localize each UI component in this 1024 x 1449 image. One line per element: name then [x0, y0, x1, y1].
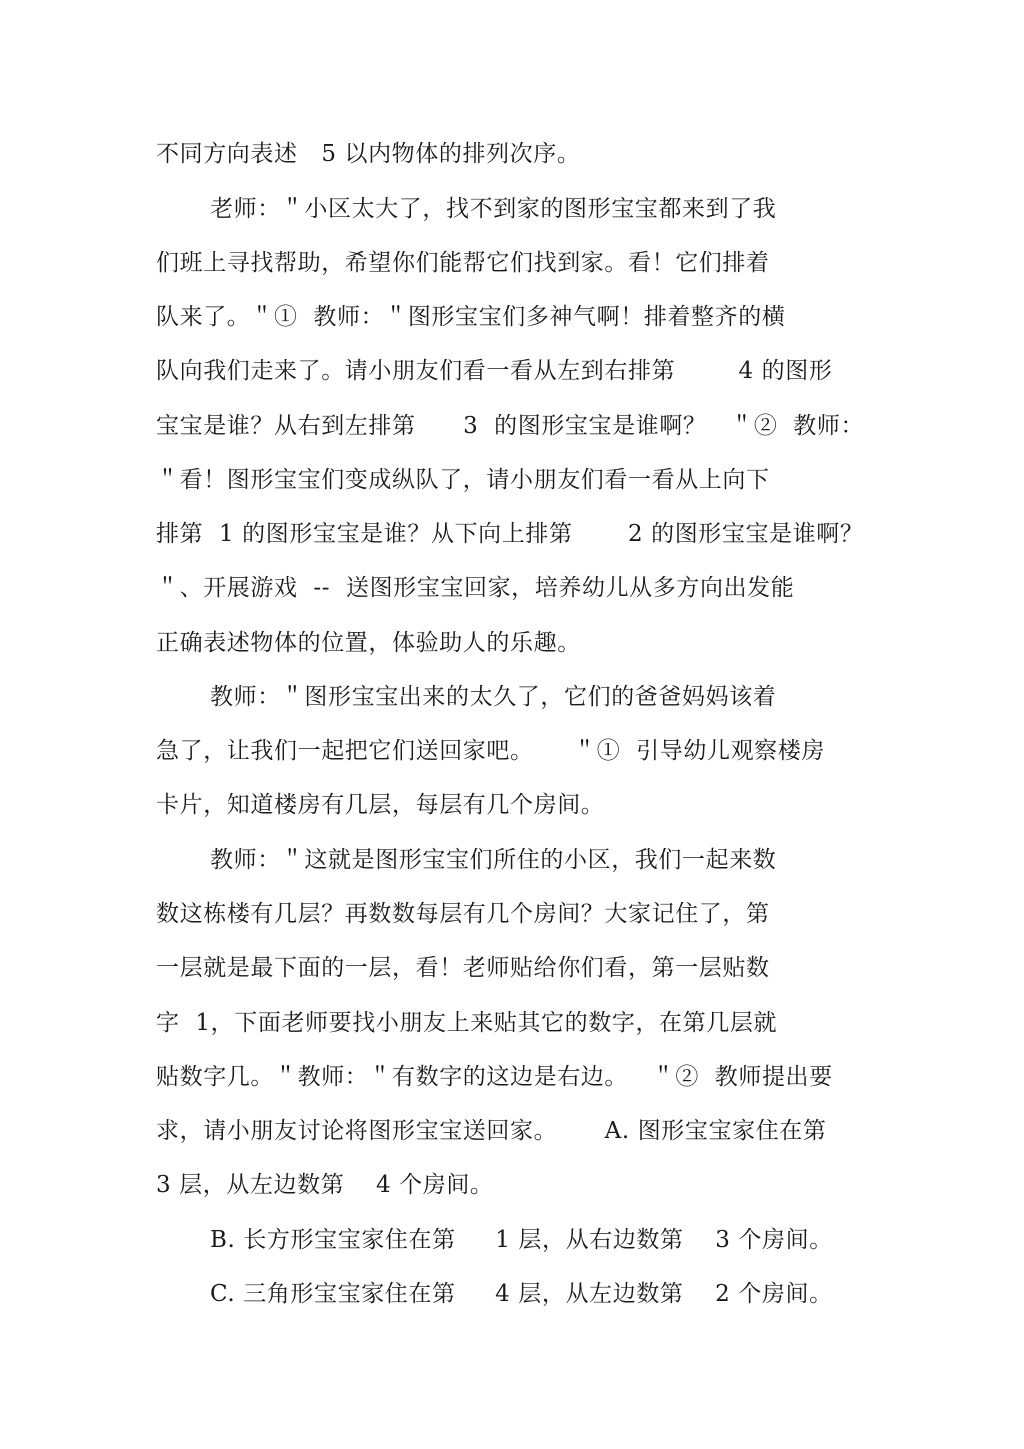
- text-line: 3 层，从左边数第 4 个房间。: [156, 1172, 494, 1198]
- text-line: 教师：＂图形宝宝出来的太久了，它们的爸爸妈妈该着: [210, 684, 777, 710]
- text-line: 急了，让我们一起把它们送回家吧。 ＂① 引导幼儿观察楼房: [156, 738, 825, 764]
- text-line: 排第 1 的图形宝宝是谁？从下向上排第 2 的图形宝宝是谁啊？: [156, 521, 864, 547]
- text-line: 一层就是最下面的一层，看！老师贴给你们看，第一层贴数: [156, 955, 770, 981]
- text-line: 求，请小朋友讨论将图形宝宝送回家。 A. 图形宝宝家住在第: [156, 1118, 827, 1144]
- text-line: ＂、开展游戏 -- 送图形宝宝回家，培养幼儿从多方向出发能: [156, 575, 795, 601]
- text-line: 们班上寻找帮助，希望你们能帮它们找到家。看！它们排着: [156, 250, 770, 276]
- text-line: 教师：＂这就是图形宝宝们所住的小区，我们一起来数: [210, 847, 777, 873]
- text-line: 队来了。＂① 教师：＂图形宝宝们多神气啊！排着整齐的横: [156, 304, 786, 330]
- text-line: 数这栋楼有几层？再数数每层有几个房间？大家记住了，第: [156, 901, 770, 927]
- text-line: C. 三角形宝宝家住在第 4 层，从左边数第 2 个房间。: [210, 1281, 833, 1307]
- text-line: 字 1，下面老师要找小朋友上来贴其它的数字，在第几层就: [156, 1010, 778, 1036]
- text-line: 卡片，知道楼房有几层，每层有几个房间。: [156, 792, 605, 818]
- text-line: 队向我们走来了。请小朋友们看一看从左到右排第 4 的图形: [156, 358, 833, 384]
- text-line: 老师：＂小区太大了，找不到家的图形宝宝都来到了我: [210, 196, 777, 222]
- text-line: 不同方向表述 5 以内物体的排列次序。: [156, 141, 581, 167]
- text-line: ＂看！图形宝宝们变成纵队了，请小朋友们看一看从上向下: [156, 467, 770, 493]
- text-line: 正确表述物体的位置，体验助人的乐趣。: [156, 630, 581, 656]
- text-line: B. 长方形宝宝家住在第 1 层，从右边数第 3 个房间。: [210, 1227, 833, 1253]
- text-line: 宝宝是谁？从右到左排第 3 的图形宝宝是谁啊？ ＂② 教师：: [156, 413, 865, 439]
- text-line: 贴数字几。＂教师：＂有数字的这边是右边。 ＂② 教师提出要: [156, 1064, 833, 1090]
